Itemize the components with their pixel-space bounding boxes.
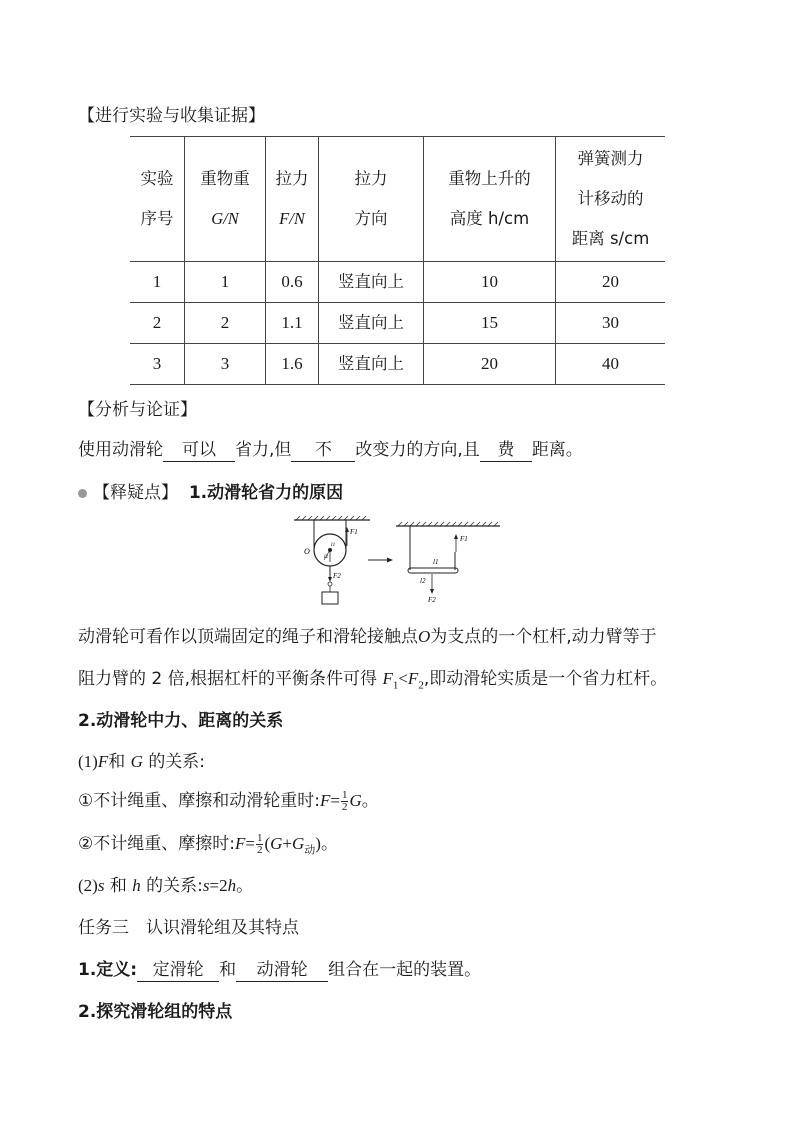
ceiling-right <box>396 522 500 526</box>
explanation-line-2: 阻力臂的 2 倍,根据杠杆的平衡条件可得 $F_1<F_2$,即动滑轮实质是一个省力杠杆。 <box>78 669 668 692</box>
formula-case-1: ①不计绳重、摩擦和动滑轮重时:F= $\frac{1}{2}$ G。 <box>78 788 379 813</box>
relation-f-g: (1)F和 G 的关系: <box>78 752 206 772</box>
svg-text:F2: F2 <box>428 596 436 604</box>
definition-sentence: 1.定义: 定滑轮 和 动滑轮 组合在一起的装置。 <box>78 960 482 980</box>
answer-blank: 可以 <box>163 439 235 462</box>
table-cell: 竖直向上 <box>319 344 424 385</box>
label-f1: F1 <box>350 528 358 536</box>
svg-text:l1: l1 <box>331 542 336 548</box>
table-row <box>130 262 665 303</box>
formula-case-2: ②不计绳重、摩擦时:F= $\frac{1}{2}$ $(G+G_动)$。 <box>78 831 338 857</box>
table-cell: 15 <box>424 303 556 344</box>
header-cell: 拉力 F/N <box>266 137 319 262</box>
ceiling-left <box>294 516 370 520</box>
header-cell: 重物上升的 高度 h/cm <box>424 137 556 262</box>
experiment-table <box>130 136 665 385</box>
header-cell: 拉力 方向 <box>319 137 424 262</box>
section-title-explore: 2.探究滑轮组的特点 <box>78 1002 233 1022</box>
relation-s-h: (2)s 和 h 的关系:s=2h。 <box>78 876 254 896</box>
table-cell: 2 <box>185 303 266 344</box>
task-three-heading: 任务三 认识滑轮组及其特点 <box>78 918 299 938</box>
answer-blank: 动滑轮 <box>236 959 328 982</box>
conclusion-sentence: 使用动滑轮 可以 省力,但 不 改变力的方向,且 费 距离。 <box>78 440 583 460</box>
pulley-lever-figure <box>290 516 505 608</box>
svg-text:F1: F1 <box>460 535 468 543</box>
svg-text:l2: l2 <box>420 577 426 585</box>
table-cell: 10 <box>424 262 556 303</box>
table-cell: 0.6 <box>266 262 319 303</box>
answer-blank: 定滑轮 <box>137 959 219 982</box>
weight-block <box>322 592 338 604</box>
header-cell: 重物重 G/N <box>185 137 266 262</box>
explain-heading <box>78 481 343 505</box>
table-cell: 竖直向上 <box>319 262 424 303</box>
table-row <box>130 303 665 344</box>
explain-tag: 【释疑点】 <box>93 483 178 503</box>
table-cell: 1 <box>130 262 185 303</box>
label-o: O <box>304 547 310 556</box>
svg-text:l2: l2 <box>324 554 329 560</box>
lever-bar <box>408 568 458 573</box>
table-cell: 3 <box>130 344 185 385</box>
table-header-row <box>130 137 665 262</box>
table-cell: 1.1 <box>266 303 319 344</box>
header-cell: 实验 序号 <box>130 137 185 262</box>
svg-text:F2: F2 <box>333 572 341 580</box>
table-cell: 20 <box>424 344 556 385</box>
section-analysis-title: 【分析与论证】 <box>78 400 197 420</box>
explain-title: 1.动滑轮省力的原因 <box>188 483 344 503</box>
table-row <box>130 344 665 385</box>
table-cell: 2 <box>130 303 185 344</box>
table-cell: 30 <box>556 303 666 344</box>
table-cell: 40 <box>556 344 666 385</box>
bullet-icon <box>78 489 87 498</box>
section-title-relations: 2.动滑轮中力、距离的关系 <box>78 711 284 731</box>
section-experiment-title: 【进行实验与收集证据】 <box>78 106 265 126</box>
explanation-line-1: 动滑轮可看作以顶端固定的绳子和滑轮接触点O为支点的一个杠杆,动力臂等于 <box>78 627 657 647</box>
table-cell: 20 <box>556 262 666 303</box>
svg-text:l1: l1 <box>433 558 439 566</box>
answer-blank: 不 <box>291 439 355 462</box>
table-cell: 竖直向上 <box>319 303 424 344</box>
table-cell: 1.6 <box>266 344 319 385</box>
table-cell: 1 <box>185 262 266 303</box>
table-cell: 3 <box>185 344 266 385</box>
header-cell: 弹簧测力 计移动的 距离 s/cm <box>556 137 666 262</box>
answer-blank: 费 <box>480 439 532 462</box>
